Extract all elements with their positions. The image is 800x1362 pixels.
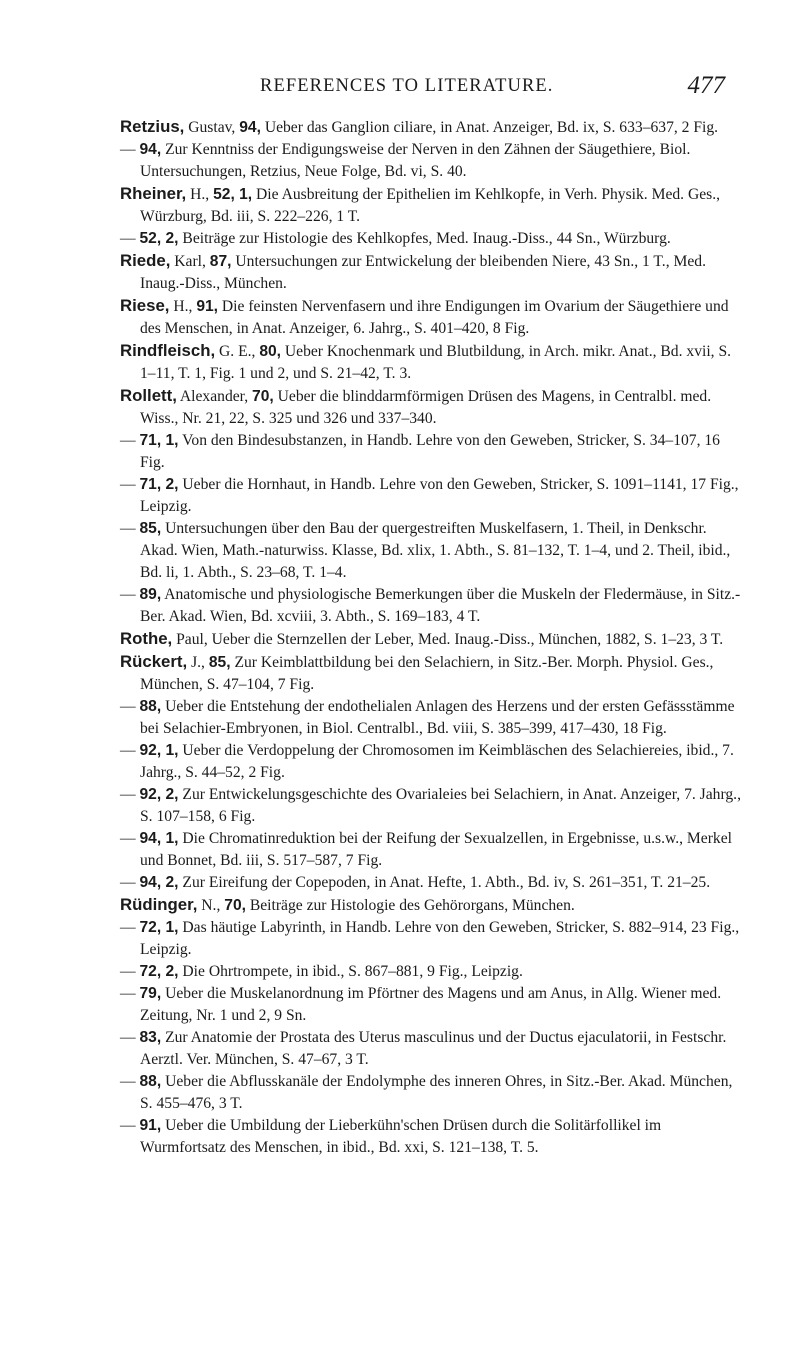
reference-entry bbox=[120, 474, 745, 518]
citation-text: Beiträge zur Histologie des Kehlkopfes, Med. Inaug.-Diss., 44 Sn., Würzburg. bbox=[182, 230, 671, 247]
citation-text: Untersuchungen zur Entwickelung der bleibenden Niere, 43 Sn., 1 T., Med. Inaug.-Diss., München. bbox=[140, 253, 706, 292]
year-key: 71, 2, bbox=[139, 476, 179, 493]
author-given-name: G. E., bbox=[219, 343, 256, 360]
reference-entry bbox=[120, 183, 745, 228]
reference-entry bbox=[120, 696, 745, 740]
reference-list bbox=[120, 116, 745, 1159]
citation-text: Ueber die blinddarmförmigen Drüsen des Magens, in Centralbl. med. Wiss., Nr. 21, 22, S. 325 und 326 und 337–340. bbox=[140, 388, 712, 427]
year-key: 94, 1, bbox=[139, 830, 179, 847]
reference-entry bbox=[120, 250, 745, 295]
year-key: 72, 1, bbox=[139, 919, 179, 936]
citation-text: Ueber die Entstehung der endothelialen Anlagen des Herzens und der ersten Gefässstämme bei Selachier-Embryonen, in Biol. Centralbl., Bd. viii, S. 385–399, 417–430, 18 Fig. bbox=[140, 698, 735, 737]
citation-text: Die Ohrtrompete, in ibid., S. 867–881, 9 Fig., Leipzig. bbox=[182, 963, 523, 980]
author-name: Riede, bbox=[120, 251, 171, 270]
running-head bbox=[120, 72, 725, 106]
reference-entry bbox=[120, 139, 745, 183]
reference-entry bbox=[120, 961, 745, 983]
author-name: Rückert, bbox=[120, 652, 188, 671]
citation-text: Von den Bindesubstanzen, in Handb. Lehre von den Geweben, Stricker, S. 34–107, 16 Fig. bbox=[140, 432, 720, 471]
year-key: 94, 2, bbox=[139, 874, 179, 891]
year-key: 70, bbox=[252, 388, 274, 405]
ditto-dash: — bbox=[120, 141, 136, 158]
year-key: 52, 2, bbox=[139, 230, 179, 247]
citation-text: Ueber Knochenmark und Blutbildung, in Arch. mikr. Anat., Bd. xvii, S. 1–11, T. 1, Fig. 1 und 2, und S. 21–42, T. 3. bbox=[140, 343, 732, 382]
author-name: Rüdinger, bbox=[120, 895, 198, 914]
year-key: 83, bbox=[139, 1029, 162, 1046]
ditto-dash: — bbox=[120, 230, 136, 247]
citation-text: Zur Kenntniss der Endigungsweise der Nerven in den Zähnen der Säugethiere, Biol. Untersuchungen, Retzius, Neue Folge, Bd. vi, S. 40. bbox=[140, 141, 691, 180]
reference-entry bbox=[120, 295, 745, 340]
citation-text: Ueber die Abflusskanäle der Endolymphe des inneren Ohres, in Sitz.-Ber. Akad. München, S. 455–476, 3 T. bbox=[140, 1073, 733, 1112]
citation-text: Die Ausbreitung der Epithelien im Kehlkopfe, in Verh. Physik. Med. Ges., Würzburg, Bd. iii, S. 222–226, 1 T. bbox=[140, 186, 721, 225]
ditto-dash: — bbox=[120, 476, 136, 493]
year-key: 85, bbox=[139, 520, 162, 537]
year-key: 91, bbox=[139, 1117, 162, 1134]
author-given-name: H., bbox=[190, 186, 210, 203]
author-name: Rollett, bbox=[120, 386, 177, 405]
citation-text: Die feinsten Nervenfasern und ihre Endigungen im Ovarium der Säugethiere und des Menschen, in Anat. Anzeiger, 6. Jahrg., S. 401–420, 8 Fig. bbox=[140, 298, 729, 337]
year-key: 87, bbox=[209, 253, 232, 270]
reference-entry bbox=[120, 584, 745, 628]
year-key: 92, 1, bbox=[139, 742, 179, 759]
author-name: Rothe, bbox=[120, 629, 173, 648]
year-key: 94, bbox=[139, 141, 162, 158]
ditto-dash: — bbox=[120, 586, 136, 603]
citation-text: Ueber die Sternzellen der Leber, Med. Inaug.-Diss., München, 1882, S. 1–23, 3 T. bbox=[211, 631, 724, 648]
year-key: 88, bbox=[139, 698, 162, 715]
reference-entry bbox=[120, 872, 745, 894]
year-key: 85, bbox=[208, 654, 231, 671]
page-number: 477 bbox=[687, 72, 725, 99]
reference-entry bbox=[120, 740, 745, 784]
ditto-dash: — bbox=[120, 1117, 136, 1134]
author-given-name: Karl, bbox=[174, 253, 206, 270]
year-key: 91, bbox=[196, 298, 219, 315]
citation-text: Ueber die Verdoppelung der Chromosomen im Keimbläschen des Selachiereies, ibid., 7. Jahrg., S. 44–52, 2 Fig. bbox=[140, 742, 734, 781]
citation-text: Zur Entwickelungsgeschichte des Ovarialeies bei Selachiern, in Anat. Anzeiger, 7. Jahrg., S. 107–158, 6 Fig. bbox=[140, 786, 741, 825]
ditto-dash: — bbox=[120, 963, 136, 980]
reference-entry bbox=[120, 430, 745, 474]
ditto-dash: — bbox=[120, 919, 136, 936]
reference-entry bbox=[120, 1027, 745, 1071]
citation-text: Zur Keimblattbildung bei den Selachiern, in Sitz.-Ber. Morph. Physiol. Ges., München, S. 47–104, 7 Fig. bbox=[140, 654, 714, 693]
ditto-dash: — bbox=[120, 742, 136, 759]
reference-entry bbox=[120, 894, 745, 917]
year-key: 52, 1, bbox=[213, 186, 253, 203]
ditto-dash: — bbox=[120, 432, 136, 449]
author-given-name: Paul, bbox=[176, 631, 208, 648]
ditto-dash: — bbox=[120, 786, 136, 803]
year-key: 72, 2, bbox=[139, 963, 179, 980]
citation-text: Beiträge zur Histologie des Gehörorgans, München. bbox=[249, 897, 575, 914]
ditto-dash: — bbox=[120, 985, 136, 1002]
reference-entry bbox=[120, 228, 745, 250]
reference-entry bbox=[120, 116, 745, 139]
author-name: Rheiner, bbox=[120, 184, 187, 203]
year-key: 94, bbox=[239, 119, 261, 136]
author-given-name: Gustav, bbox=[188, 119, 236, 136]
reference-entry bbox=[120, 828, 745, 872]
reference-entry bbox=[120, 784, 745, 828]
citation-text: Untersuchungen über den Bau der quergestreiften Muskelfasern, 1. Theil, in Denkschr. Akad. Wien, Math.-naturwiss. Klasse, Bd. xlix, 1. Abth., S. 81–132, T. 1–4, und 2. Theil, ibid., Bd. li, 1. Abth., S. 23–68, T. 1–4. bbox=[140, 520, 731, 581]
reference-entry bbox=[120, 1071, 745, 1115]
author-given-name: Alexander, bbox=[179, 388, 249, 405]
ditto-dash: — bbox=[120, 520, 136, 537]
ditto-dash: — bbox=[120, 874, 136, 891]
author-name: Rindfleisch, bbox=[120, 341, 216, 360]
citation-text: Ueber die Hornhaut, in Handb. Lehre von den Geweben, Stricker, S. 1091–1141, 17 Fig., Leipzig. bbox=[140, 476, 739, 515]
citation-text: Anatomische und physiologische Bemerkungen über die Muskeln der Fledermäuse, in Sitz.-Ber. Akad. Wien, Bd. xcviii, 3. Abth., S. 169–183, 4 T. bbox=[140, 586, 741, 625]
ditto-dash: — bbox=[120, 830, 136, 847]
year-key: 92, 2, bbox=[139, 786, 179, 803]
running-title: REFERENCES TO LITERATURE. bbox=[260, 76, 554, 96]
author-given-name: J., bbox=[191, 654, 205, 671]
year-key: 70, bbox=[224, 897, 246, 914]
reference-entry bbox=[120, 628, 745, 651]
author-given-name: N., bbox=[201, 897, 221, 914]
year-key: 88, bbox=[139, 1073, 162, 1090]
citation-text: Zur Anatomie der Prostata des Uterus masculinus und der Ductus ejaculatorii, in Festschr. Aerztl. Ver. München, S. 47–67, 3 T. bbox=[140, 1029, 727, 1068]
author-name: Riese, bbox=[120, 296, 170, 315]
reference-entry bbox=[120, 651, 745, 696]
year-key: 80, bbox=[259, 343, 281, 360]
reference-entry bbox=[120, 518, 745, 584]
citation-text: Ueber das Ganglion ciliare, in Anat. Anzeiger, Bd. ix, S. 633–637, 2 Fig. bbox=[264, 119, 719, 136]
ditto-dash: — bbox=[120, 698, 136, 715]
reference-entry bbox=[120, 983, 745, 1027]
reference-entry bbox=[120, 917, 745, 961]
reference-entry bbox=[120, 1115, 745, 1159]
ditto-dash: — bbox=[120, 1029, 136, 1046]
author-given-name: H., bbox=[173, 298, 193, 315]
citation-text: Die Chromatinreduktion bei der Reifung der Sexualzellen, in Ergebnisse, u.s.w., Merkel und Bonnet, Bd. iii, S. 517–587, 7 Fig. bbox=[140, 830, 732, 869]
author-name: Retzius, bbox=[120, 117, 185, 136]
citation-text: Das häutige Labyrinth, in Handb. Lehre von den Geweben, Stricker, S. 882–914, 23 Fig., Leipzig. bbox=[140, 919, 740, 958]
ditto-dash: — bbox=[120, 1073, 136, 1090]
reference-entry bbox=[120, 385, 745, 430]
citation-text: Zur Eireifung der Copepoden, in Anat. Hefte, 1. Abth., Bd. iv, S. 261–351, T. 21–25. bbox=[182, 874, 711, 891]
reference-entry bbox=[120, 340, 745, 385]
year-key: 89, bbox=[139, 586, 162, 603]
citation-text: Ueber die Umbildung der Lieberkühn'schen Drüsen durch die Solitärfollikel im Wurmfortsatz des Menschen, in ibid., Bd. xxi, S. 121–138, T. 5. bbox=[140, 1117, 662, 1156]
year-key: 79, bbox=[139, 985, 162, 1002]
citation-text: Ueber die Muskelanordnung im Pförtner des Magens und am Anus, in Allg. Wiener med. Zeitung, Nr. 1 und 2, 9 Sn. bbox=[140, 985, 722, 1024]
year-key: 71, 1, bbox=[139, 432, 179, 449]
